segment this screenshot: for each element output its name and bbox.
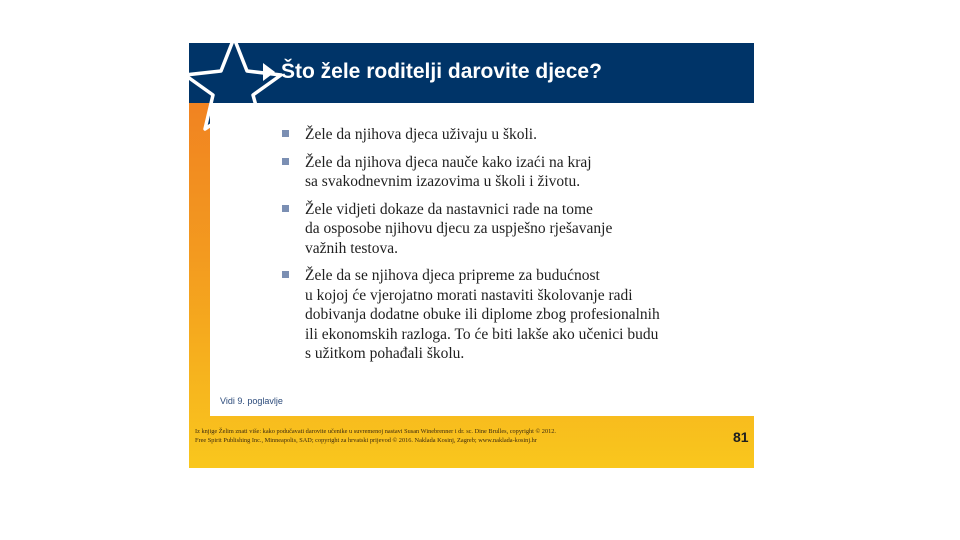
see-chapter-note: Vidi 9. poglavlje [220,396,283,406]
content-card [210,103,754,416]
bullet-item [280,125,710,145]
page-number: 81 [733,429,749,445]
bullet-line: s užitkom pohađali školu. [305,345,465,362]
bullet-list [280,125,710,372]
bullet-square-icon [282,271,289,278]
chevron-right-icon [263,63,275,81]
footer-line: Iz knjige Želim znati više: kako podučavati darovite učenike u suvremenoj nastavi Susan Winebrenner i dr. sc. Dine Brulles, copyright © 2012. [195,428,556,435]
bullet-item [280,153,710,192]
bullet-line: u kojoj će vjerojatno morati nastaviti školovanje radi [305,286,633,304]
footer-line: Free Spirit Publishing Inc., Minneapolis, SAD; copyright za hrvatski prijevod © 2016. Naklada Kosinj, Zagreb; www.naklada-kosinj.hr [195,436,537,444]
bullet-item [280,266,710,364]
bullet-square-icon [282,205,289,212]
bullet-square-icon [282,130,289,137]
bullet-line: važnih testova. [305,239,398,257]
bullet-square-icon [282,158,289,165]
slide [189,43,754,468]
bullet-line: da osposobe njihovu djecu za uspješno rješavanje [305,220,613,237]
bullet-line: Žele da njihova djeca nauče kako izaći na kraj [305,153,592,171]
bullet-line: sa svakodnevnim izazovima u školi i životu. [305,173,581,190]
bullet-item [280,200,710,259]
bullet-line: Žele da se njihova djeca pripreme za budućnost [305,267,600,284]
bullet-line: Žele vidjeti dokaze da nastavnici rade na tome [305,200,593,218]
bullet-line: dobivanja dodatne obuke ili diplome zbog profesionalnih [305,306,660,323]
copyright-footer [195,428,655,445]
slide-title: Što žele roditelji darovite djece? [281,60,602,83]
bullet-line: ili ekonomskih razloga. To će biti lakše ako učenici budu [305,325,659,343]
bullet-line: Žele da njihova djeca uživaju u školi. [305,126,537,143]
